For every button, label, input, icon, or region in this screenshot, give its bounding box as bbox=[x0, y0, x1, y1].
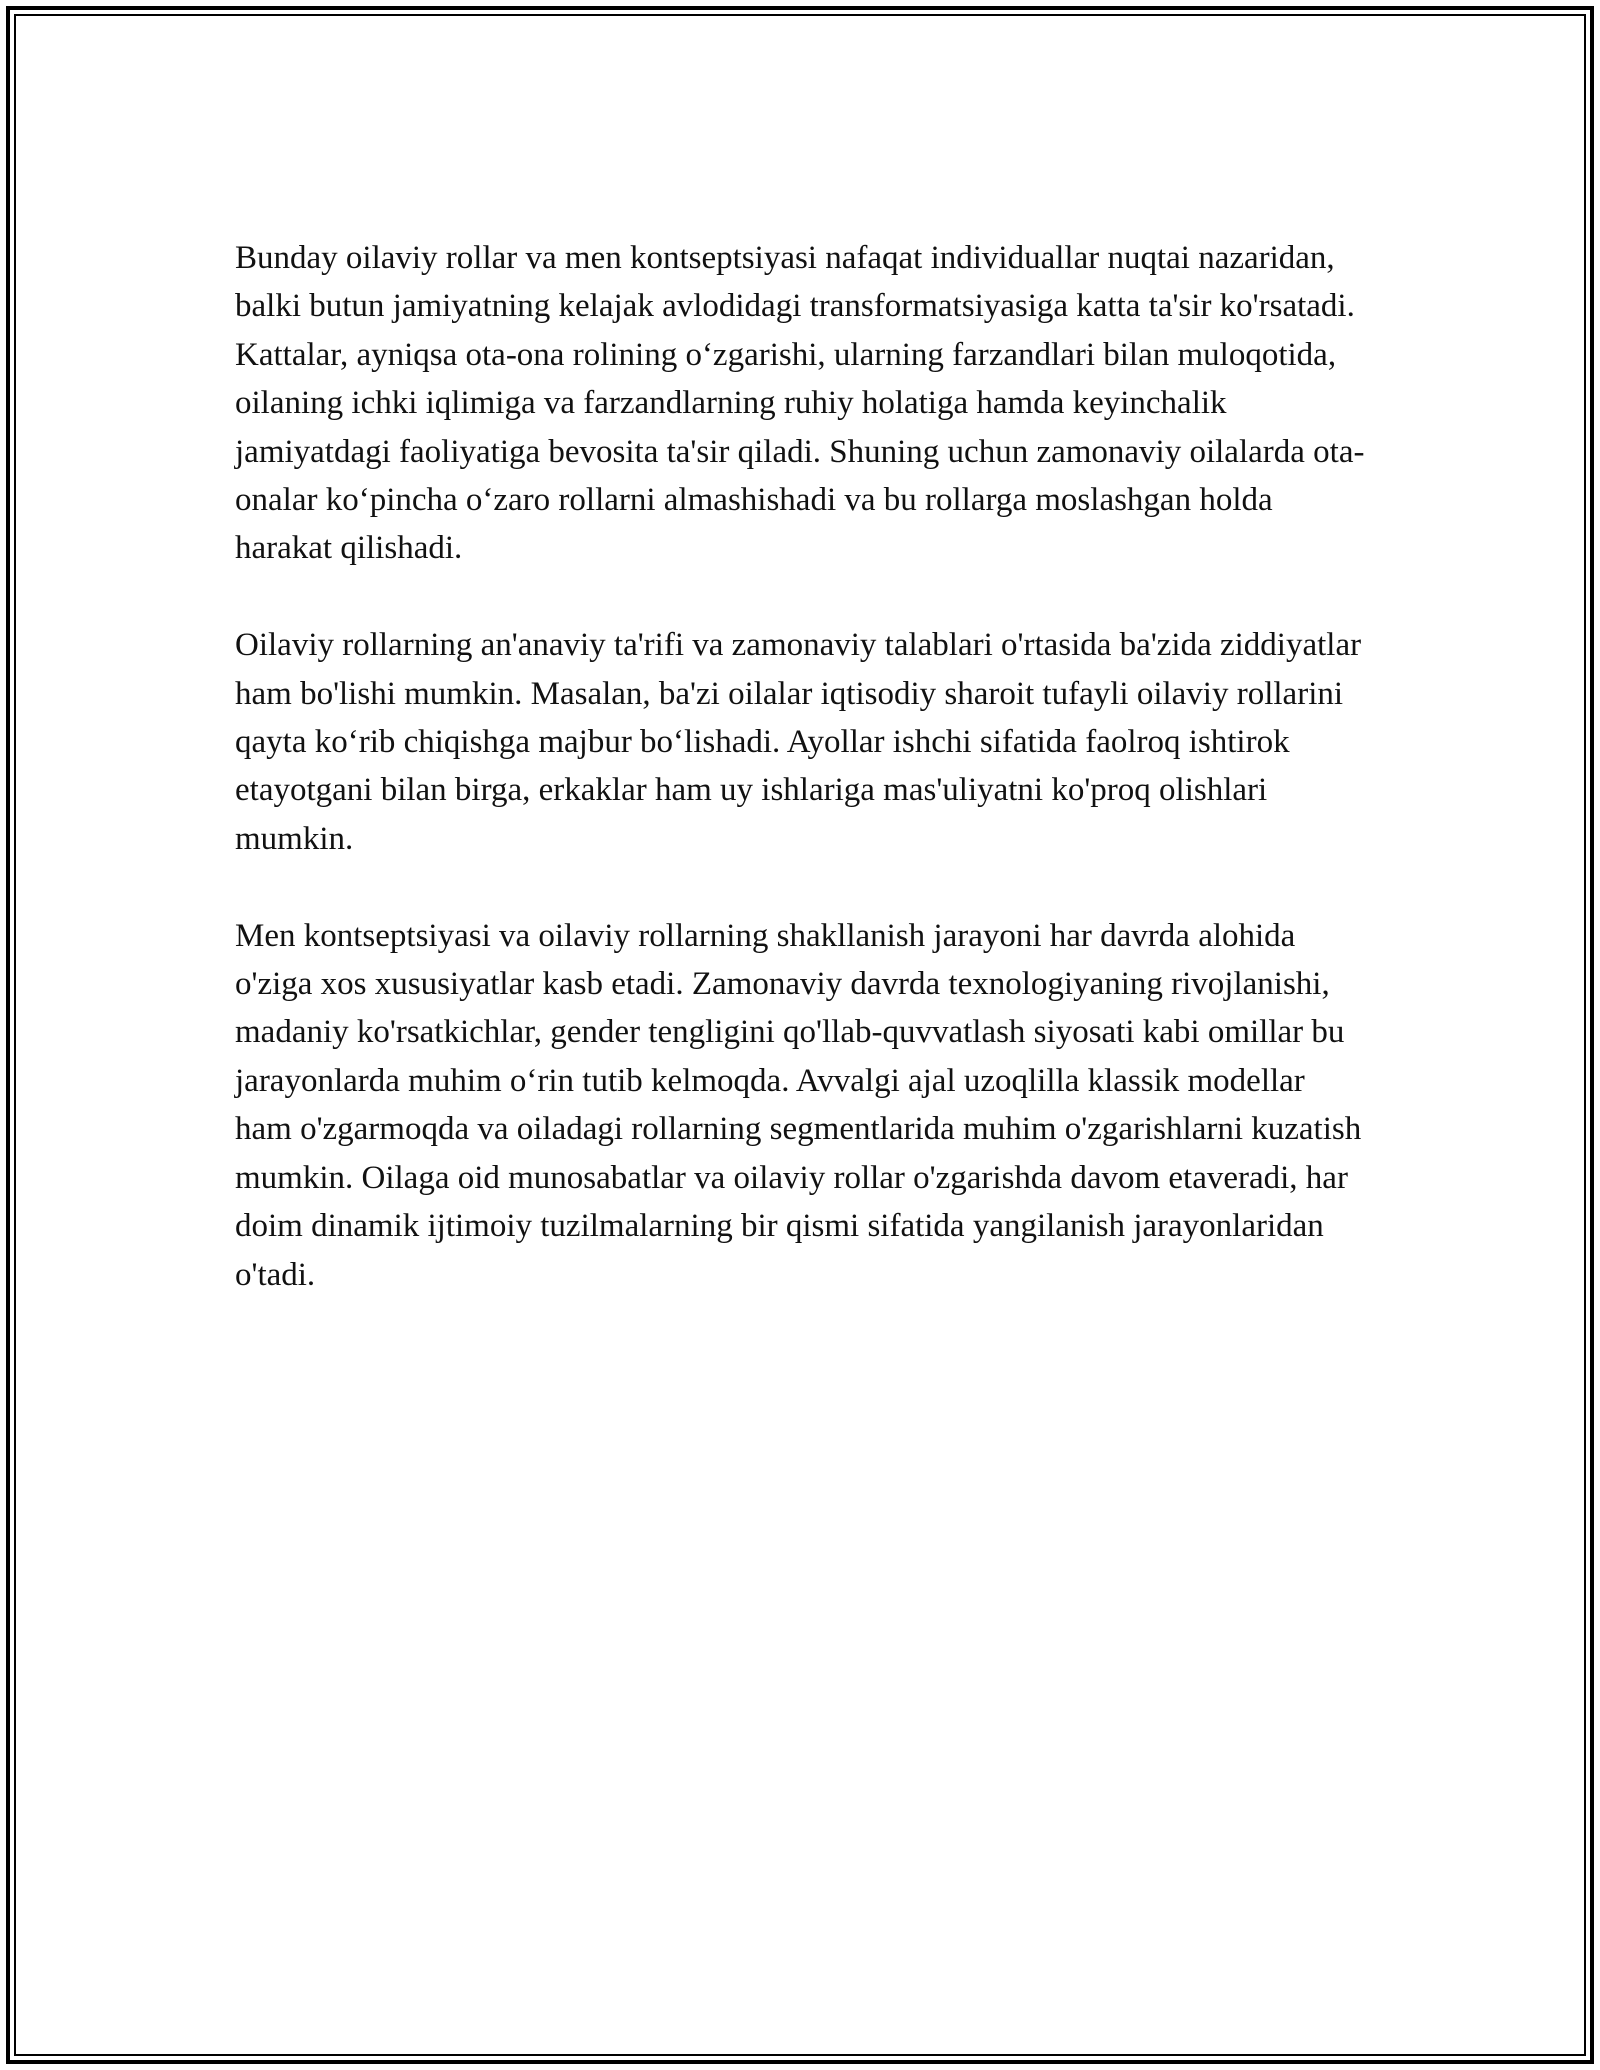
paragraph-1: Bunday oilaviy rollar va men kontseptsiyasi nafaqat individuallar nuqtai nazaridan, balki butun jamiyatning kelajak avlodidagi transformatsiyasiga katta ta'sir ko'rsatadi. Kattalar, ayniqsa ota-ona rolining o‘zgarishi, ularning farzandlari bilan muloqotida, oilaning ichki iqlimiga va farzandlarning ruhiy holatiga hamda keyinchalik jamiyatdagi faoliyatiga bevosita ta'sir qiladi. Shuning uchun zamonaviy oilalarda ota-onalar ko‘pincha o‘zaro rollarni almashishadi va bu rollarga moslashgan holda harakat qilishadi. bbox=[235, 240, 1365, 567]
paragraph-3: Men kontseptsiyasi va oilaviy rollarning shakllanish jarayoni har davrda alohida o'ziga xos xususiyatlar kasb etadi. Zamonaviy davrda texnologiyaning rivojlanishi, madaniy ko'rsatkichlar, gender tengligini qo'llab-quvvatlash siyosati kabi omillar bu jarayonlarda muhim o‘rin tutib kelmoqda. Avvalgi ajal uzoqlilla klassik modellar ham o'zgarmoqda va oiladagi rollarning segmentlarida muhim o'zgarishlarni kuzatish mumkin. Oilaga oid munosabatlar va oilaviy rollar o'zgarishda davom etaveradi, har doim dinamik ijtimoiy tuzilmalarning bir qismi sifatida yangilanish jarayonlaridan o'tadi. bbox=[235, 917, 1362, 1293]
document-body bbox=[235, 234, 1365, 1347]
paragraph-2: Oilaviy rollarning an'anaviy ta'rifi va zamonaviy talablari o'rtasida ba'zida ziddiyatlar ham bo'lishi mumkin. Masalan, ba'zi oilalar iqtisodiy sharoit tufayli oilaviy rollarini qayta ko‘rib chiqishga majbur bo‘lishadi. Ayollar ishchi sifatida faolroq ishtirok etayotgani bilan birga, erkaklar ham uy ishlariga mas'uliyatni ko'proq olishlari mumkin. bbox=[235, 627, 1362, 857]
